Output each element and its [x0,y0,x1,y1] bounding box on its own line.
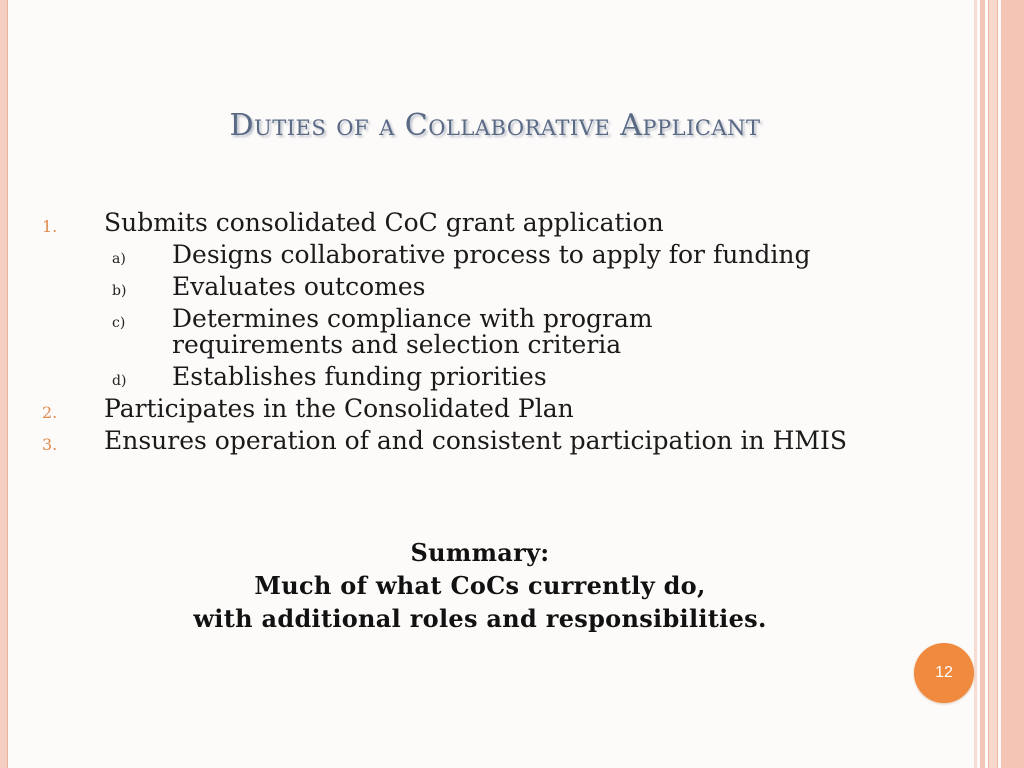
item-text: Participates in the Consolidated Plan [104,394,574,423]
slide-title: Duties of a Collaborative Applicant [229,108,761,143]
list-item-3 [42,428,912,454]
item-text: Ensures operation of and consistent participation in HMIS [104,426,847,455]
sub-item-d [42,364,912,390]
summary-block [60,536,900,635]
right-stripes-decoration [974,0,1024,768]
stripe [974,0,977,768]
list-item-2 [42,396,912,422]
sub-item-letter: b) [112,283,127,299]
sub-item-letter: a) [112,251,126,267]
page-number: 12 [935,664,953,681]
left-border-decoration [0,0,8,768]
summary-line: Much of what CoCs currently do, [254,571,706,600]
sub-item-letter: d) [112,373,127,389]
stripe [1001,0,1024,768]
item-text: Submits consolidated CoC grant application [104,208,664,237]
item-number: 3. [42,435,58,454]
sub-item-b [42,274,912,300]
sub-item-letter: c) [112,315,126,331]
sub-item-a [42,242,912,268]
bullet-list [42,210,912,460]
summary-heading: Summary: [410,538,550,567]
summary-line: with additional roles and responsibilities. [193,604,767,633]
stripe [988,0,998,768]
stripe [980,0,985,768]
sub-item-text: Designs collaborative process to apply for funding [172,240,811,269]
page-number-badge [914,643,974,703]
item-number: 2. [42,403,58,422]
sub-item-text: Evaluates outcomes [172,272,426,301]
sub-item-text: Determines compliance with program requirements and selection criteria [172,304,653,359]
list-item-1 [42,210,912,236]
sub-item-text: Establishes funding priorities [172,362,547,391]
item-number: 1. [42,217,58,236]
sub-item-c [42,306,912,358]
